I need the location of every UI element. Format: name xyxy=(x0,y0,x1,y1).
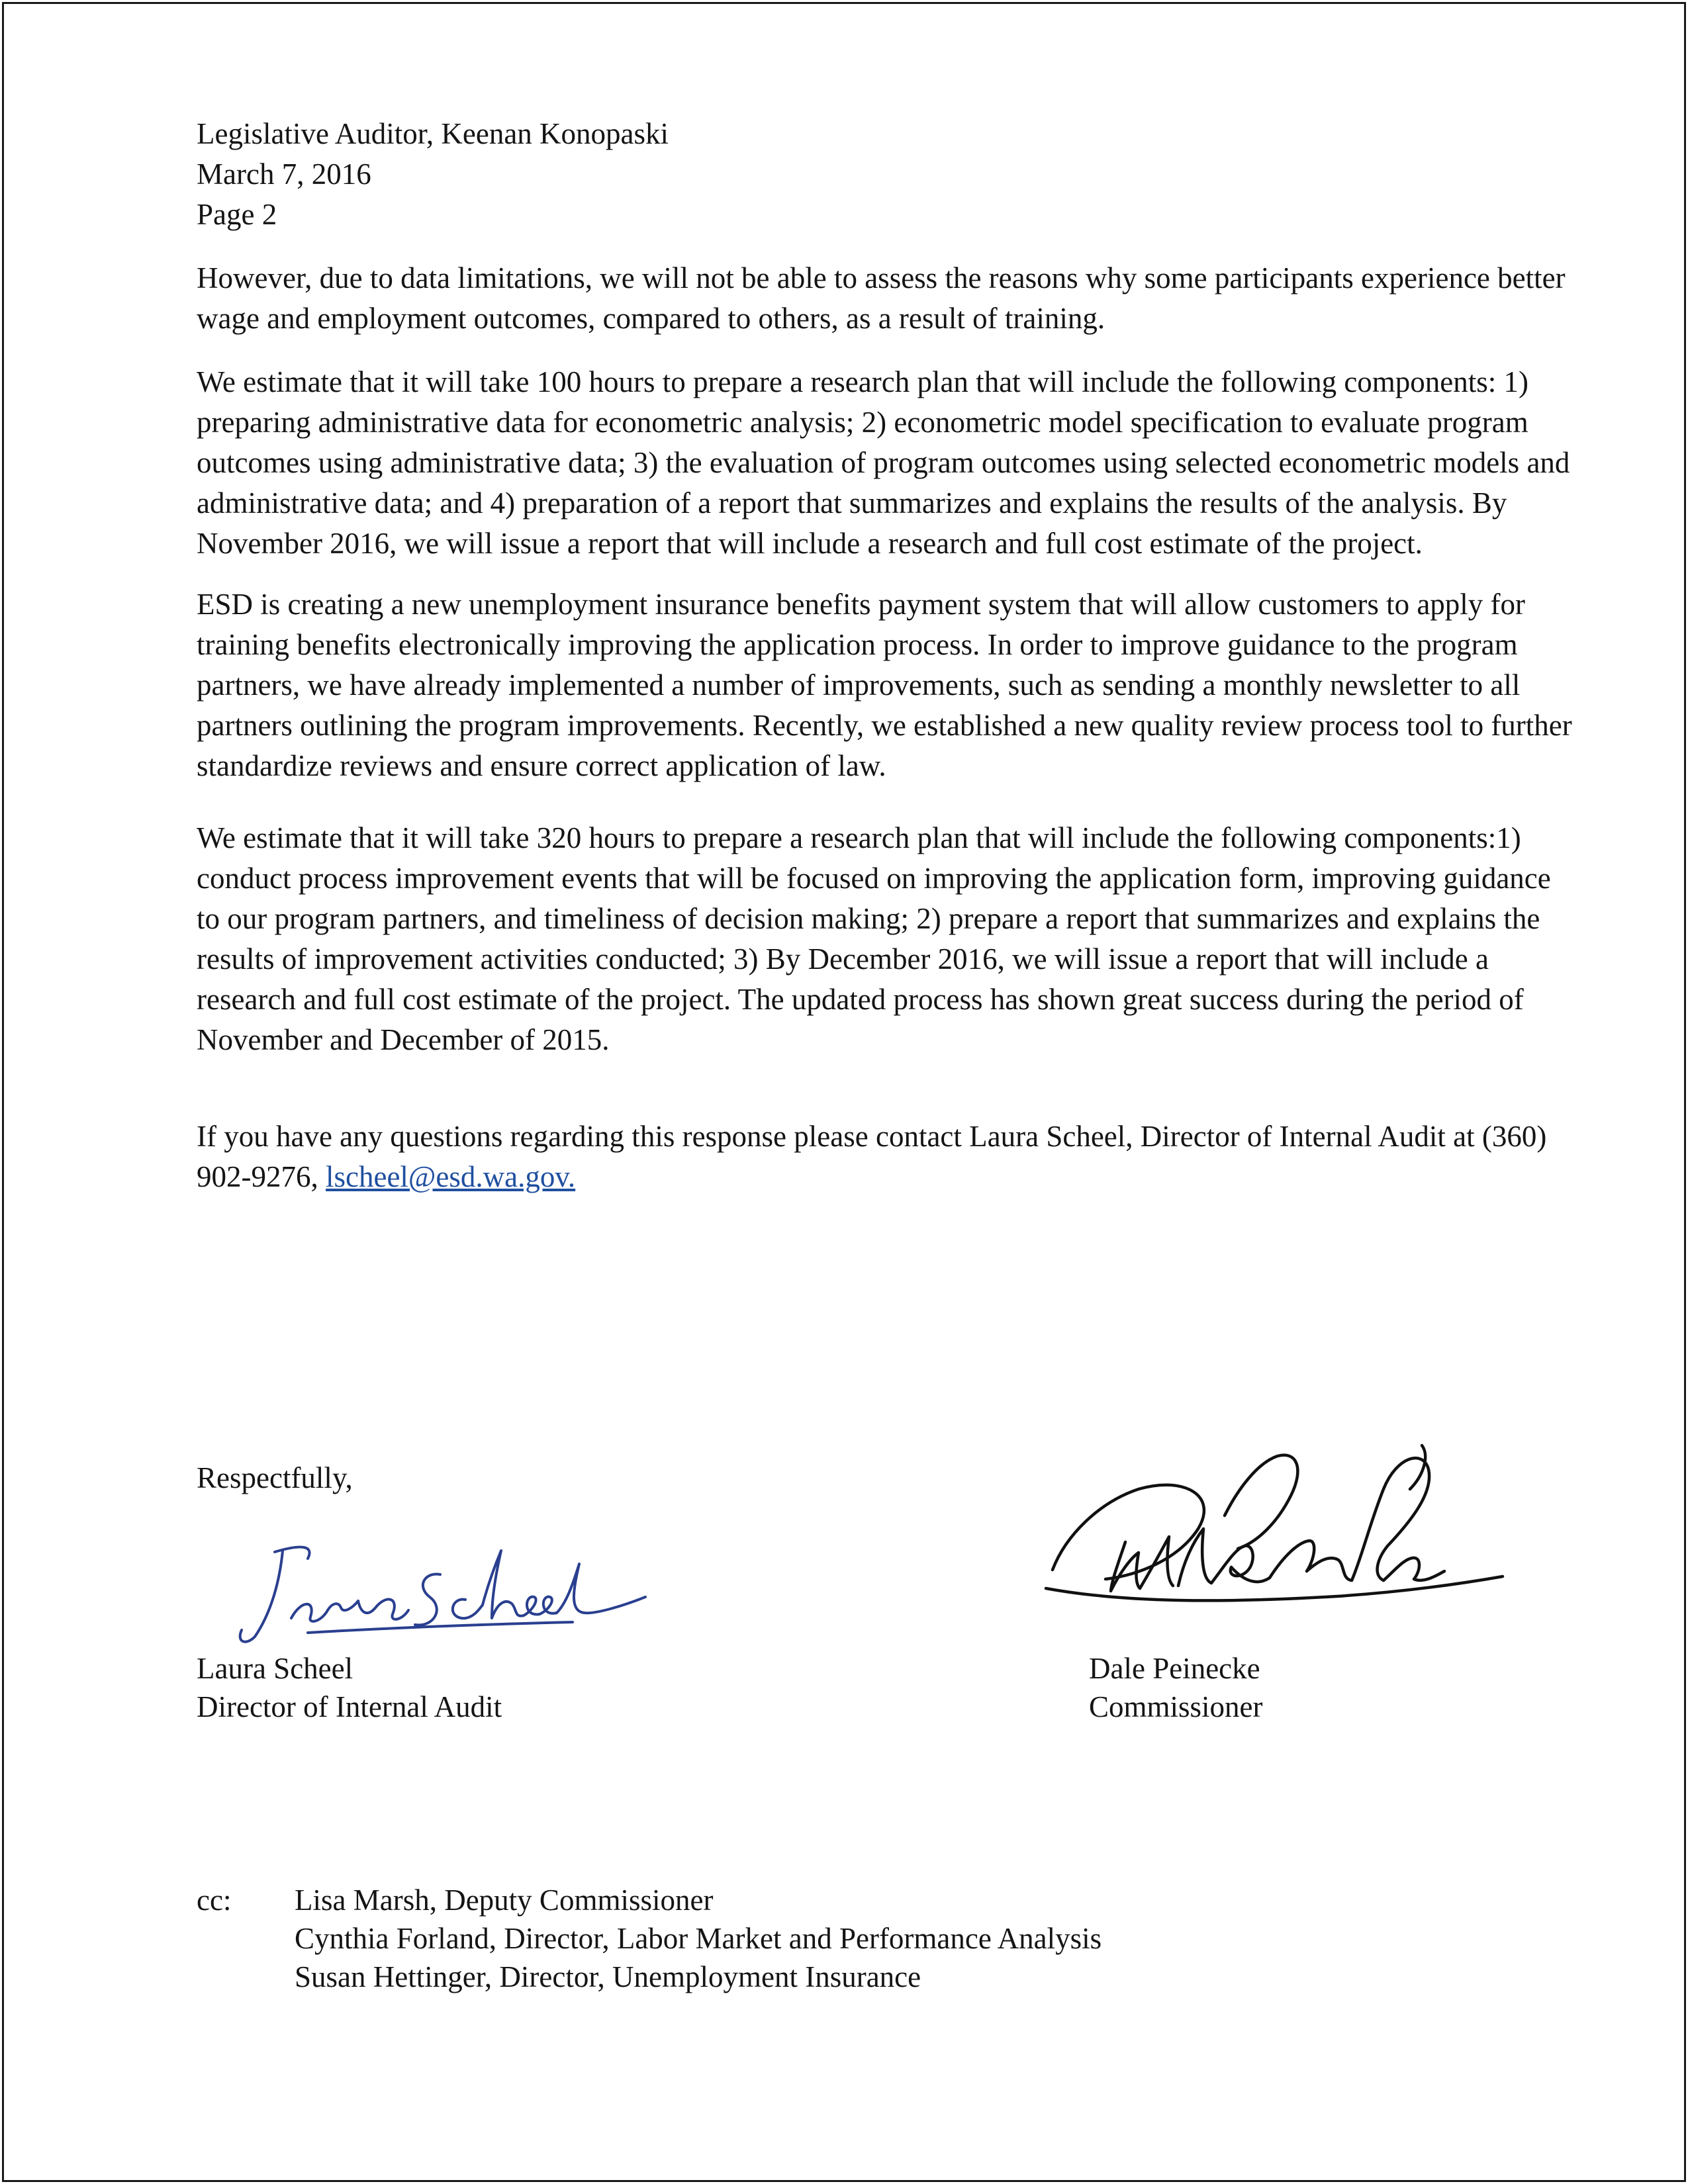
cc-list xyxy=(295,1881,1102,1996)
cc-recipient: Cynthia Forland, Director, Labor Market and Performance Analysis xyxy=(295,1922,1102,1955)
paragraph-contact xyxy=(197,1116,1573,1197)
contact-text: If you have any questions regarding this response please contact Laura Scheel, Director of Internal Audit at (360) 902-9276, xyxy=(197,1120,1547,1193)
email-link[interactable]: lscheel@esd.wa.gov. xyxy=(326,1160,576,1193)
paragraph-research-plan-100-hours: We estimate that it will take 100 hours to prepare a research plan that will include the following components: 1) preparing administrative data for econometric analysis; 2) econometric model specification to evaluate program outcomes using administrative data; 3) the evaluation of program outcomes using selected econometric models and administrative data; and 4) preparation of a report that summarizes and explains the results of the analysis. By November 2016, we will issue a report that will include a research and full cost estimate of the project. xyxy=(197,365,1570,560)
page-number: Page 2 xyxy=(197,198,277,231)
signature-laura-scheel xyxy=(228,1525,679,1658)
signatory-name: Laura Scheel xyxy=(197,1652,353,1685)
signatory-name: Dale Peinecke xyxy=(1089,1652,1260,1685)
signatory-title: Commissioner xyxy=(1089,1690,1263,1723)
paragraph-research-plan-320-hours: We estimate that it will take 320 hours to prepare a research plan that will include the following components:1) conduct process improvement events that will be focused on improving the application form, improving guidance to our program partners, and timeliness of decision making; 2) prepare a report that summarizes and explains the results of improvement activities conducted; 3) By December 2016, we will issue a report that will include a research and full cost estimate of the project. The updated process has shown great success during the period of November and December of 2015. xyxy=(197,821,1551,1056)
signatory-title: Director of Internal Audit xyxy=(197,1690,502,1723)
closing: Respectfully, xyxy=(197,1461,353,1494)
paragraph-data-limitations: However, due to data limitations, we will not be able to assess the reasons why some participants experience better wage and employment outcomes, compared to others, as a result of training. xyxy=(197,261,1566,335)
paragraph-benefits-system: ESD is creating a new unemployment insurance benefits payment system that will allow customers to apply for training benefits electronically improving the application process. In order to improve guidance to the program partners, we have already implemented a number of improvements, such as sending a monthly newsletter to all partners outlining the program improvements. Recently, we established a new quality review process tool to further standardize reviews and ensure correct application of law. xyxy=(197,588,1572,782)
signature-block-laura-scheel xyxy=(197,1649,502,1726)
cc-recipient: Lisa Marsh, Deputy Commissioner xyxy=(295,1884,714,1917)
signature-block-dale-peinecke xyxy=(1089,1649,1263,1726)
cc-label: cc: xyxy=(197,1884,232,1917)
date-line: March 7, 2016 xyxy=(197,158,371,191)
recipient-line: Legislative Auditor, Keenan Konopaski xyxy=(197,117,669,150)
cc-recipient: Susan Hettinger, Director, Unemployment Insurance xyxy=(295,1960,921,1993)
letter-body xyxy=(197,114,1573,1197)
signature-dale-peinecke xyxy=(1026,1430,1523,1628)
